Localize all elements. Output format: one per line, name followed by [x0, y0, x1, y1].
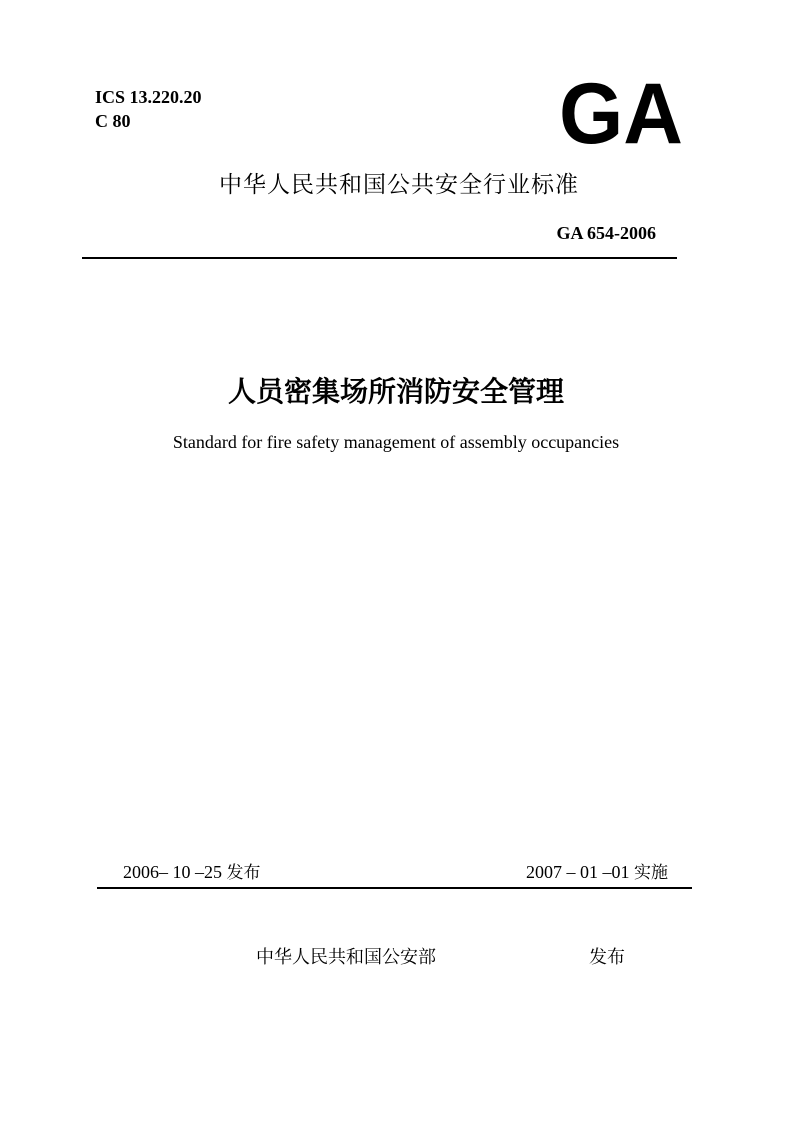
publisher-name: 中华人民共和国公安部	[256, 947, 436, 968]
standard-type-title: 中华人民共和国公共安全行业标准	[219, 172, 579, 198]
implementation-date-line	[470, 861, 668, 884]
publish-label: 发布	[589, 947, 625, 968]
ga-logo	[556, 82, 686, 146]
ccs-code: C 80	[95, 111, 131, 131]
implementation-date: 2007 – 01 –01	[526, 862, 630, 882]
footer-divider	[97, 887, 692, 889]
standard-number: GA 654-2006	[556, 223, 656, 243]
ga-logo-text: GA	[559, 82, 683, 146]
implementation-label: 实施	[634, 863, 668, 883]
issue-date-line	[123, 861, 261, 884]
issue-date: 2006– 10 –25	[123, 862, 222, 882]
header-divider	[82, 257, 677, 259]
issue-label: 发布	[226, 863, 261, 883]
ics-code: ICS 13.220.20	[95, 87, 202, 107]
document-title-english: Standard for fire safety management of assembly occupancies	[172, 432, 620, 452]
document-title-chinese: 人员密集场所消防安全管理	[227, 375, 564, 408]
